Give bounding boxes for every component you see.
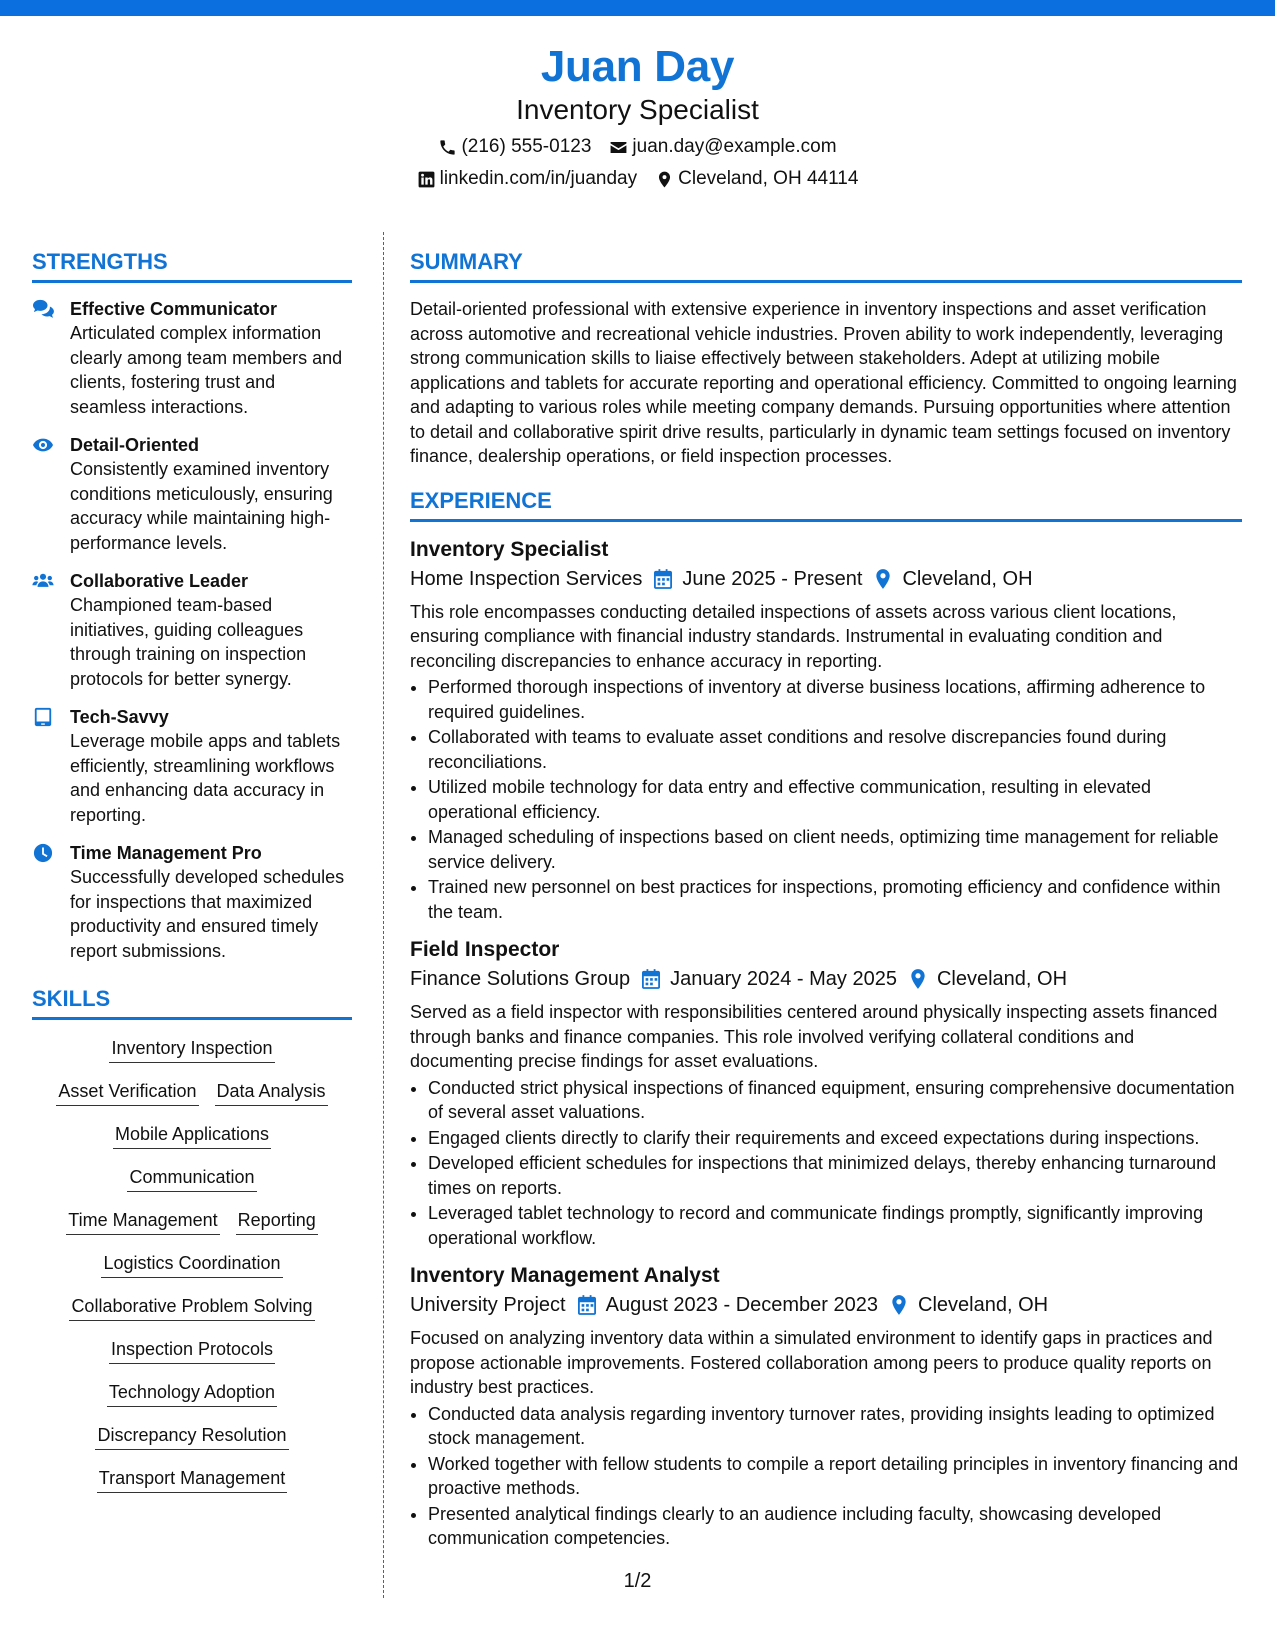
skill-tag: Communication bbox=[127, 1163, 256, 1192]
top-accent-bar bbox=[0, 0, 1275, 16]
eye-icon bbox=[32, 435, 54, 455]
job-entry bbox=[410, 536, 1242, 925]
job-location: Cleveland, OH bbox=[918, 1294, 1049, 1316]
map-pin-icon bbox=[874, 569, 892, 589]
job-bullets bbox=[410, 675, 1242, 924]
job-location: Cleveland, OH bbox=[936, 968, 1068, 990]
phone-icon bbox=[438, 138, 457, 157]
strength-item bbox=[32, 705, 352, 827]
comments-icon bbox=[32, 299, 54, 319]
job-location: Cleveland, OH bbox=[902, 567, 1033, 590]
job-entry bbox=[410, 936, 1242, 1250]
job-meta bbox=[410, 1290, 1242, 1320]
column-divider bbox=[383, 232, 384, 1598]
job-title: Field Inspector bbox=[410, 938, 560, 961]
resume-header bbox=[0, 40, 1275, 190]
job-dates: August 2023 - December 2023 bbox=[605, 1294, 879, 1316]
linkedin-contact[interactable] bbox=[417, 168, 638, 190]
job-title: Inventory Management Analyst bbox=[410, 1264, 720, 1287]
job-meta bbox=[410, 964, 1242, 994]
location-contact bbox=[655, 168, 858, 190]
candidate-name: Juan Day bbox=[540, 42, 735, 91]
phone-text: (216) 555-0123 bbox=[461, 136, 592, 157]
email-text: juan.day@example.com bbox=[632, 136, 837, 157]
job-description: This role encompasses conducting detailed inspections of assets across various client locations, ensuring compliance with financial industry standards. Instrumental in evaluating condition and reconciling discrepancies to enhance accuracy in reporting. bbox=[410, 601, 1177, 671]
users-icon bbox=[32, 571, 54, 591]
skill-tag: Discrepancy Resolution bbox=[95, 1421, 288, 1450]
bullet-item: • Trained new personnel on best practices for inspections, promoting efficiency and confidence within the team. bbox=[428, 875, 1242, 924]
calendar-icon bbox=[654, 569, 672, 589]
job-description: Focused on analyzing inventory data within a simulated environment to identify gaps in practices and propose actionable improvements. Fostered collaboration among peers to produce quality reports on industry best practices. bbox=[410, 1328, 1213, 1397]
skill-tag: Reporting bbox=[236, 1206, 318, 1235]
strength-item bbox=[32, 841, 352, 963]
skill-tag: Data Analysis bbox=[215, 1077, 328, 1106]
phone-contact[interactable] bbox=[438, 136, 591, 158]
bullet-item: • Leveraged tablet technology to record and communicate findings promptly, significantly improving operational workflow. bbox=[428, 1201, 1242, 1250]
strength-title: Tech-Savvy bbox=[70, 707, 169, 727]
experience-heading: EXPERIENCE bbox=[410, 487, 1242, 522]
bullet-item: • Conducted strict physical inspections of financed equipment, ensuring comprehensive documentation of several asset valuations. bbox=[428, 1076, 1242, 1125]
bullet-item: • Worked together with fellow students to compile a report detailing principles in inventory financing and proactive methods. bbox=[428, 1452, 1242, 1501]
job-bullets bbox=[410, 1402, 1242, 1551]
strength-item bbox=[32, 297, 352, 419]
bullet-item: • Developed efficient schedules for inspections that minimized delays, thereby enhancing turnaround times on reports. bbox=[428, 1151, 1242, 1200]
bullet-item: • Managed scheduling of inspections based on client needs, optimizing time management for reliable service delivery. bbox=[428, 825, 1242, 874]
job-description: Served as a field inspector with responsibilities centered around physically inspecting assets financed through banks and finance companies. This role involved verifying collateral conditions and documenting precise findings for asset evaluations. bbox=[410, 1002, 1218, 1071]
summary-text: Detail-oriented professional with extensive experience in inventory inspections and asset verification across automotive and recreational vehicle industries. Proven ability to work independently, leveraging strong communication skills to liaise effectively between stakeholders. Adept at utilizing mobile applications and tablets for accurate reporting and operational efficiency. Committed to ongoing learning and adapting to various roles while meeting company demands. Pursuing opportunities where attention to detail and collaborative spirit drive results, particularly in dynamic team settings focused on inventory finance, dealership operations, or field inspection processes. bbox=[410, 299, 1237, 466]
job-company: Finance Solutions Group bbox=[410, 968, 631, 990]
skill-tag: Collaborative Problem Solving bbox=[69, 1292, 314, 1321]
right-column bbox=[410, 248, 1242, 1563]
linkedin-text: linkedin.com/in/juanday bbox=[439, 168, 638, 189]
strength-desc: Consistently examined inventory conditions meticulously, ensuring accuracy while maintaining high-performance levels. bbox=[70, 459, 333, 553]
job-dates: June 2025 - Present bbox=[682, 567, 863, 590]
job-bullets bbox=[410, 1076, 1242, 1251]
strength-item bbox=[32, 433, 352, 555]
map-pin-icon bbox=[890, 1295, 908, 1315]
bullet-item: • Conducted data analysis regarding inventory turnover rates, providing insights leading to optimized stock management. bbox=[428, 1402, 1242, 1451]
contact-line-2 bbox=[0, 168, 1275, 190]
skills-heading: SKILLS bbox=[32, 985, 352, 1020]
job-title: Inventory Specialist bbox=[410, 537, 609, 561]
summary-heading: SUMMARY bbox=[410, 248, 1242, 283]
envelope-icon bbox=[609, 138, 628, 157]
skill-tag: Asset Verification bbox=[56, 1077, 198, 1106]
job-company: University Project bbox=[410, 1294, 566, 1316]
map-pin-icon bbox=[655, 170, 674, 189]
left-column bbox=[32, 248, 352, 1507]
bullet-item: • Presented analytical findings clearly to an audience including faculty, showcasing developed communication competencies. bbox=[428, 1502, 1242, 1551]
skill-tag: Transport Management bbox=[97, 1464, 287, 1493]
bullet-item: • Utilized mobile technology for data entry and effective communication, resulting in elevated operational efficiency. bbox=[428, 775, 1242, 824]
strength-title: Effective Communicator bbox=[70, 299, 278, 319]
strength-desc: Championed team-based initiatives, guiding colleagues through training on inspection protocols for better synergy. bbox=[70, 595, 307, 689]
strength-desc: Successfully developed schedules for inspections that maximized productivity and ensured timely report submissions. bbox=[70, 867, 345, 961]
strength-title: Detail-Oriented bbox=[70, 435, 200, 455]
email-contact[interactable] bbox=[609, 136, 836, 158]
skills-list bbox=[32, 1034, 352, 1493]
clock-icon bbox=[32, 843, 54, 863]
tablet-icon bbox=[32, 707, 54, 727]
linkedin-icon bbox=[417, 170, 436, 189]
skill-tag: Time Management bbox=[66, 1206, 219, 1235]
skill-tag: Inspection Protocols bbox=[109, 1335, 275, 1364]
skill-tag: Inventory Inspection bbox=[109, 1034, 274, 1063]
page-number: 1/2 bbox=[623, 1570, 652, 1592]
job-company: Home Inspection Services bbox=[410, 567, 643, 590]
location-text: Cleveland, OH 44114 bbox=[678, 168, 859, 189]
bullet-item: • Collaborated with teams to evaluate asset conditions and resolve discrepancies found during reconciliations. bbox=[428, 725, 1242, 774]
candidate-title: Inventory Specialist bbox=[516, 94, 759, 125]
strength-desc: Leverage mobile apps and tablets efficiently, streamlining workflows and enhancing data accuracy in reporting. bbox=[70, 731, 341, 825]
job-dates: January 2024 - May 2025 bbox=[670, 968, 897, 990]
map-pin-icon bbox=[909, 969, 927, 989]
calendar-icon bbox=[578, 1295, 596, 1315]
strength-item bbox=[32, 569, 352, 691]
job-meta bbox=[410, 564, 1242, 594]
job-entry bbox=[410, 1262, 1242, 1551]
contact-line-1 bbox=[0, 136, 1275, 158]
strength-desc: Articulated complex information clearly among team members and clients, fostering trust and seamless interactions. bbox=[70, 323, 343, 417]
skill-tag: Mobile Applications bbox=[113, 1120, 271, 1149]
skill-tag: Technology Adoption bbox=[107, 1378, 277, 1407]
bullet-item: • Performed thorough inspections of inventory at diverse business locations, affirming adherence to required guidelines. bbox=[428, 675, 1242, 724]
bullet-item: • Engaged clients directly to clarify their requirements and exceed expectations during inspections. bbox=[428, 1126, 1242, 1151]
strength-title: Collaborative Leader bbox=[70, 571, 249, 591]
skill-tag: Logistics Coordination bbox=[101, 1249, 282, 1278]
strengths-heading: STRENGTHS bbox=[32, 248, 352, 283]
strength-title: Time Management Pro bbox=[70, 843, 262, 863]
calendar-icon bbox=[642, 969, 660, 989]
